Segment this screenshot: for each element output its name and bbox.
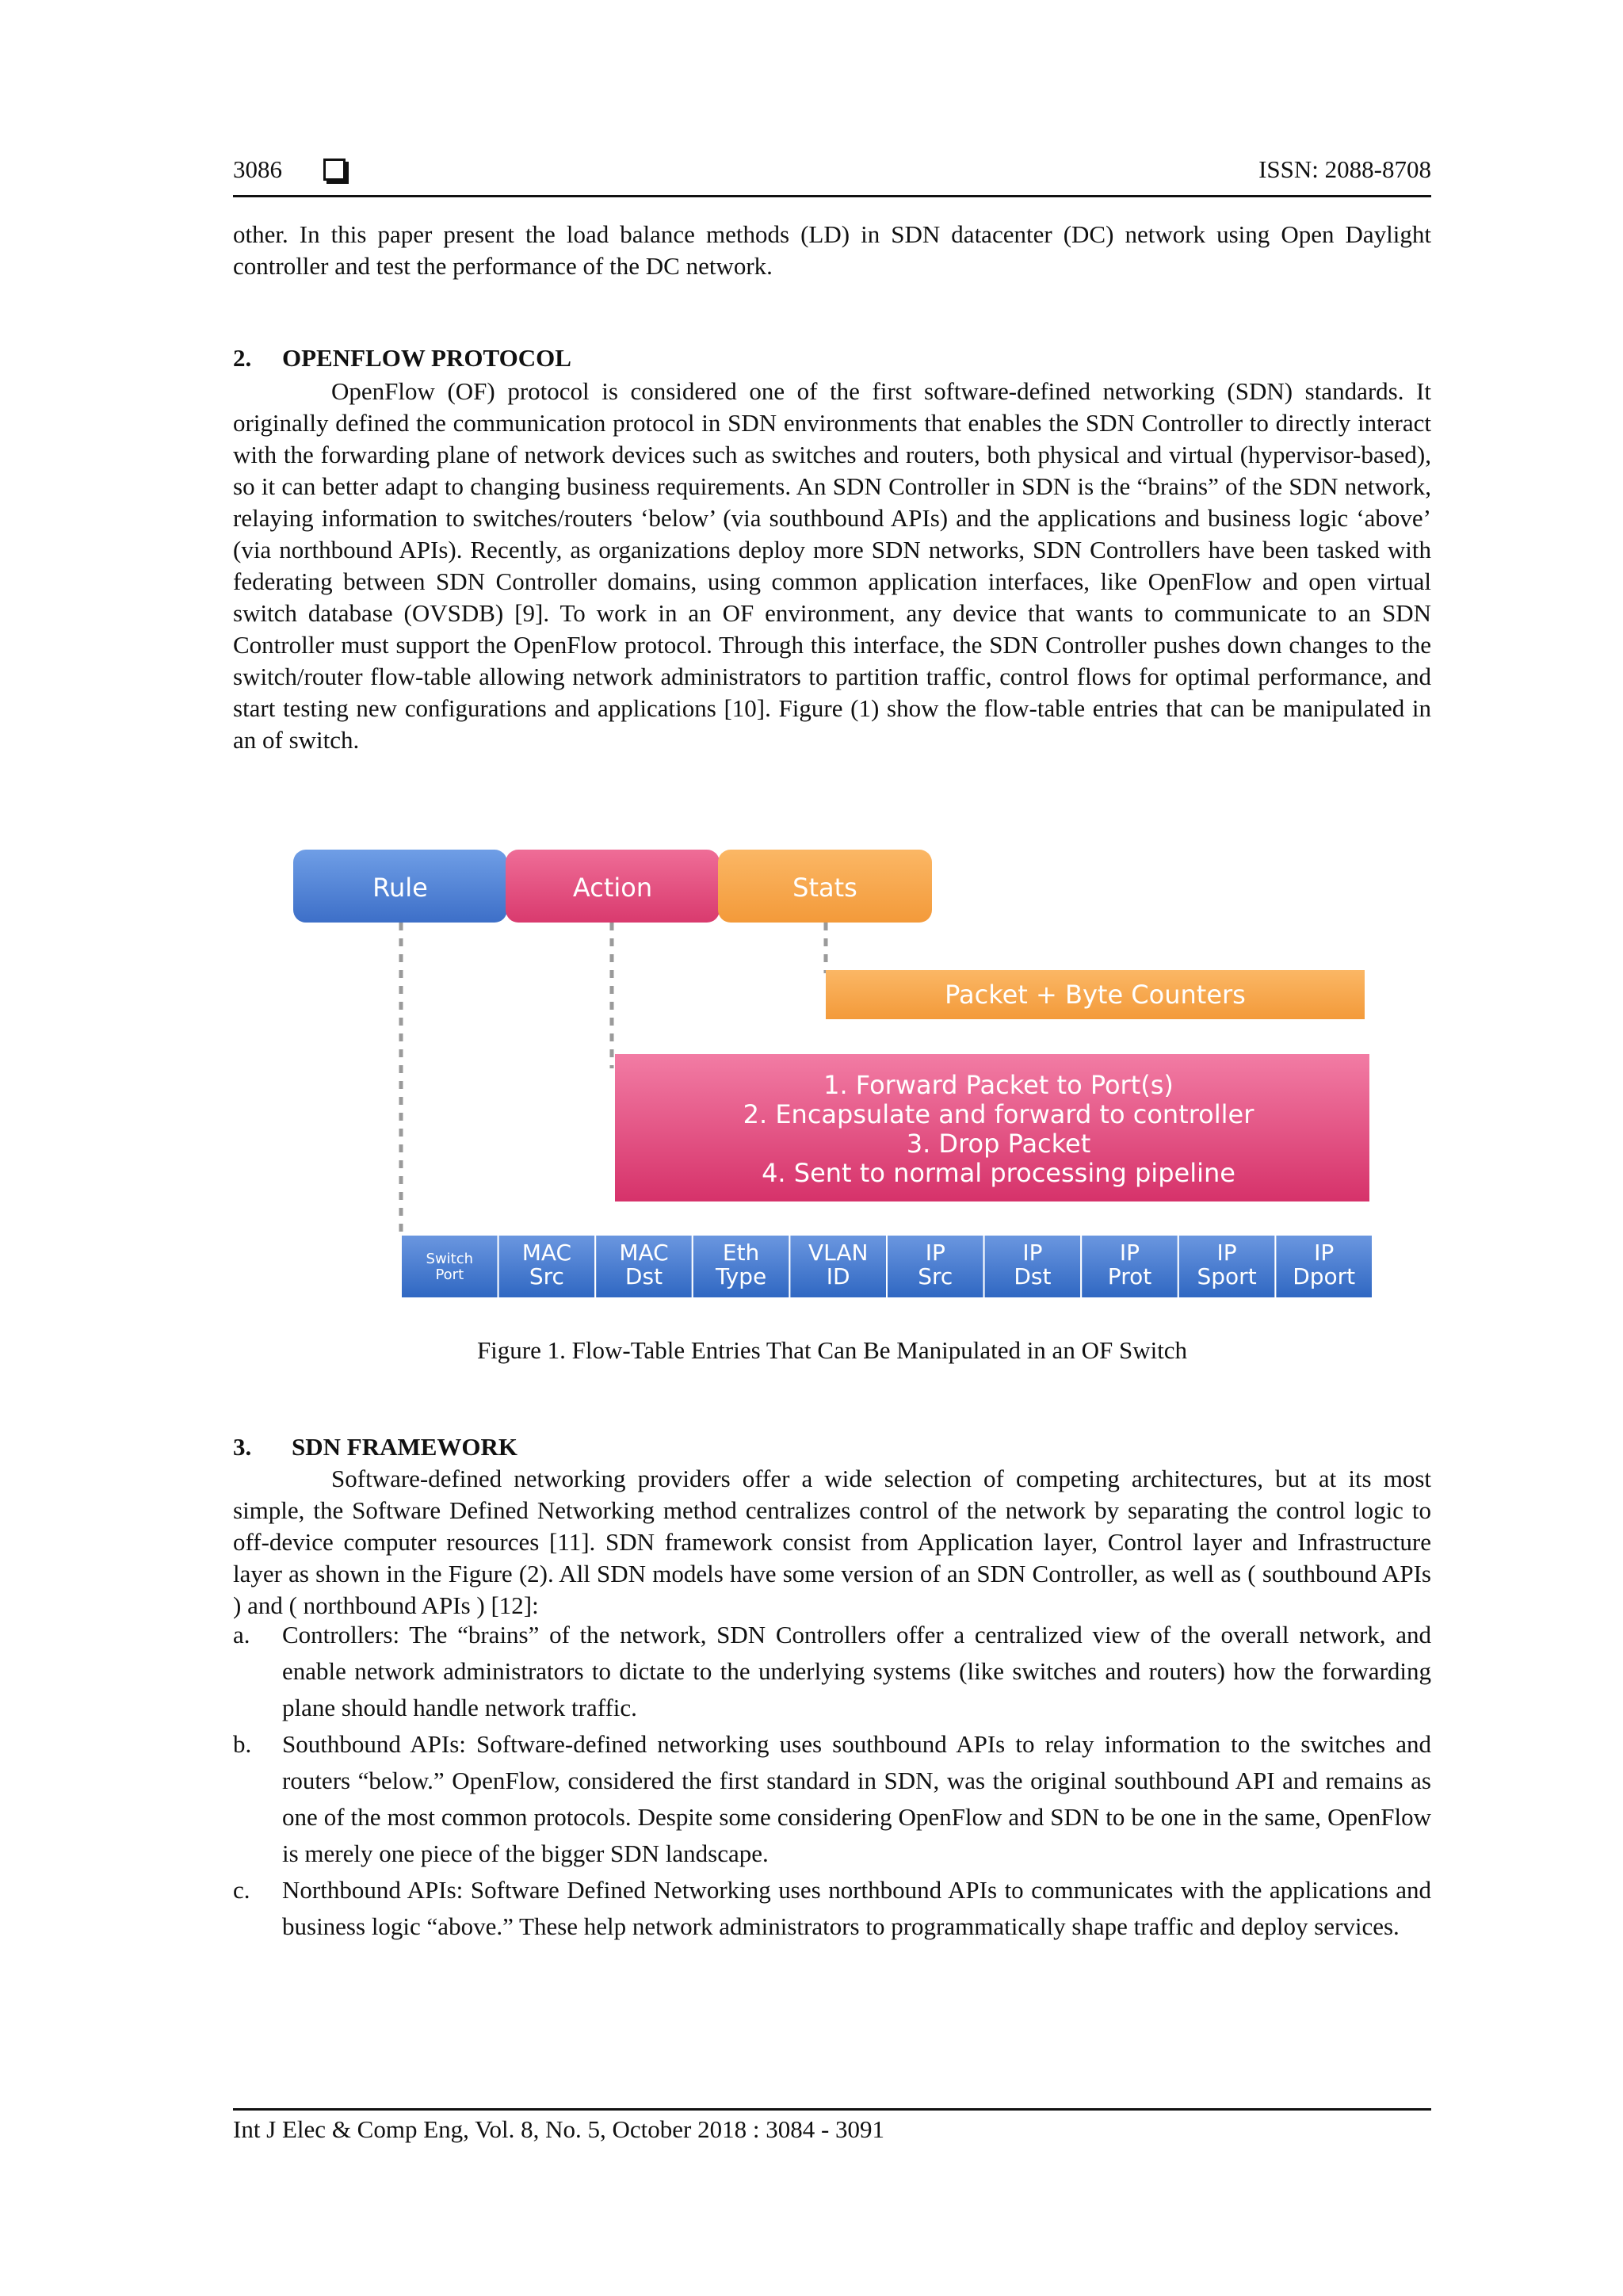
field-label: Dst [624, 1263, 663, 1289]
field-cell-switch-port [401, 1235, 498, 1298]
list-text: Controllers: The “brains” of the network, SDN Controllers offer a centralized view of the overall network, and enable network administrators to dictate to the underlying systems (like switches and routers) how the forwarding plane should handle network traffic. [282, 1621, 1431, 1721]
field-label: Prot [1107, 1263, 1152, 1289]
field-label: Sport [1197, 1263, 1257, 1289]
actions-box [615, 1054, 1369, 1201]
api-list [233, 1617, 1431, 1945]
stats-tab [718, 850, 932, 923]
list-item [233, 1872, 1431, 1945]
action-item: 3. Drop Packet [906, 1129, 1091, 1159]
section-title: OPENFLOW PROTOCOL [282, 344, 571, 372]
field-cell-ip-dst [984, 1235, 1082, 1298]
list-label: a. [233, 1621, 250, 1648]
field-label: VLAN [808, 1240, 869, 1266]
action-item: 1. Forward Packet to Port(s) [823, 1070, 1174, 1100]
action-item: 4. Sent to normal processing pipeline [762, 1158, 1235, 1188]
page-header [233, 155, 1431, 197]
field-label: Dport [1293, 1263, 1356, 1289]
page-footer [233, 2108, 1431, 2144]
field-label: IP [1022, 1240, 1043, 1266]
flow-table-diagram [293, 846, 1379, 1306]
figure-1-caption: Figure 1. Flow-Table Entries That Can Be Manipulated in an OF Switch [476, 1336, 1188, 1364]
list-text: Southbound APIs: Software-defined networking uses southbound APIs to relay information to the switches and routers “below.” OpenFlow, considered the first standard in SDN, was the original southbound API and remains as one of the most common protocols. Despite some considering OpenFlow and SDN to be one in the same, OpenFlow is merely one piece of the bigger SDN landscape. [282, 1730, 1431, 1867]
section-3-paragraph: Software-defined networking providers offer a wide selection of competing architectures, but at its most simple, the Software Defined Networking method centralizes control of the network by separating the control logic to off-device computer resources [11]. SDN framework consist from Application layer, Control layer and Infrastructure layer as shown in the Figure (2). All SDN models have some version of an SDN Controller, as well as ( southbound APIs ) and ( northbound APIs ) [12]: [233, 1465, 1431, 1619]
field-label: IP [1216, 1240, 1237, 1266]
counters-box [826, 970, 1365, 1019]
field-cell-mac-dst [595, 1235, 693, 1298]
section-2-heading [233, 344, 571, 372]
field-cell-mac-src [498, 1235, 596, 1298]
svg-text:Packet + Byte Counters: Packet + Byte Counters [945, 980, 1246, 1010]
field-label: Switch [426, 1251, 474, 1267]
section-2-paragraph: OpenFlow (OF) protocol is considered one of the first software-defined networking (SDN) standards. It originally defined the communication protocol in SDN environments that enables the SDN Controller to directly interact with the forwarding plane of network devices such as switches and routers, both physical and virtual (hypervisor-based), so it can better adapt to changing business requirements. An SDN Controller in SDN is the “brains” of the SDN network, relaying information to switches/routers ‘below’ (via southbound APIs) and the applications and business logic ‘above’ (via northbound APIs). Recently, as organizations deploy more SDN networks, SDN Controllers have been tasked with federating between SDN Controller domains, using common application interfaces, like OpenFlow and open virtual switch database (OVSDB) [9]. To work in an OF environment, any device that wants to communicate to an SDN Controller must support the OpenFlow protocol. Through this interface, the SDN Controller pushes down changes to the switch/router flow-table allowing network administrators to partition traffic, control flows for optimal performance, and start testing new configurations and applications [10]. Figure (1) show the flow-table entries that can be manipulated in an of switch. [233, 377, 1431, 754]
field-cell-vlan-id [789, 1235, 887, 1298]
svg-text:Rule: Rule [372, 873, 428, 903]
field-label: Dst [1014, 1263, 1052, 1289]
field-label: Type [715, 1263, 767, 1289]
field-label: IP [925, 1240, 945, 1266]
rule-tab [293, 850, 507, 923]
list-item [233, 1726, 1431, 1872]
header-fields-row [401, 1235, 1373, 1298]
svg-text:Action: Action [572, 873, 653, 903]
field-cell-ip-sport [1178, 1235, 1276, 1298]
list-label: c. [233, 1876, 250, 1904]
field-label: ID [826, 1263, 850, 1289]
section-3-heading [233, 1433, 517, 1461]
page-number: 3086 [233, 155, 282, 183]
action-tab [506, 850, 720, 923]
svg-text:Stats: Stats [792, 873, 857, 903]
intro-paragraph: other. In this paper present the load balance methods (LD) in SDN datacenter (DC) network using Open Daylight controller and test the performance of the DC network. [233, 220, 1431, 280]
field-label: Src [918, 1263, 953, 1289]
field-label: Src [529, 1263, 564, 1289]
field-cell-ip-src [887, 1235, 984, 1298]
issn: ISSN: 2088-8708 [1258, 155, 1431, 183]
field-cell-eth-type [693, 1235, 790, 1298]
field-label: IP [1314, 1240, 1335, 1266]
section-number: 2. [233, 344, 252, 372]
list-text: Northbound APIs: Software Defined Networking uses northbound APIs to communicates with the applications and business logic “above.” These help network administrators to programmatically shape traffic and deploy services. [282, 1876, 1431, 1940]
list-item [233, 1617, 1431, 1726]
journal-citation: Int J Elec & Comp Eng, Vol. 8, No. 5, October 2018 : 3084 - 3091 [233, 2115, 885, 2143]
field-cell-ip-dport [1275, 1235, 1373, 1298]
section-number: 3. [233, 1433, 252, 1461]
list-label: b. [233, 1730, 252, 1758]
section-title: SDN FRAMEWORK [292, 1433, 518, 1461]
field-label: MAC [619, 1240, 669, 1266]
figure-1 [293, 846, 1379, 1306]
square-bullet-icon [323, 159, 346, 181]
field-label: MAC [521, 1240, 572, 1266]
action-item: 2. Encapsulate and forward to controller [743, 1099, 1254, 1129]
field-label: Eth [722, 1240, 760, 1266]
field-label: Port [435, 1266, 464, 1283]
field-label: IP [1119, 1240, 1140, 1266]
field-cell-ip-prot [1081, 1235, 1178, 1298]
